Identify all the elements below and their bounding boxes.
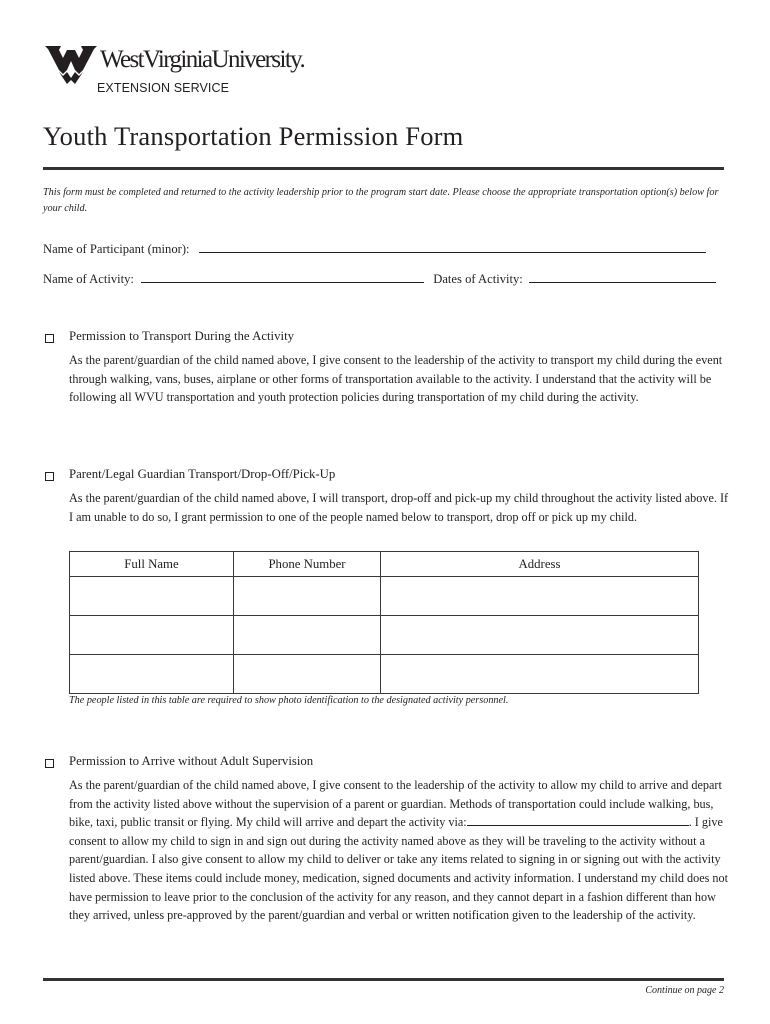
authorized-people-table: [69, 551, 699, 694]
table-row: [70, 577, 699, 616]
arrive-unsupervised-text-after: . I give consent to allow my child to sign in and sign out during the activity named above as they will be traveling to the activity without a parent/guardian. I also give consent to allow my child to deliver or take any items related to signing in or signing out with the activity listed above. These items could include money, medication, signed documents and activity information. I understand my child does not have permission to leave prior to the conclusion of the activity for any reason, and they cannot depart in a fashion different than how they arrived, unless pre-approved by the parent/guardian and verbal or written notification given to the leadership of the activity.: [69, 815, 728, 923]
header-divider: [43, 167, 724, 170]
table-footnote: The people listed in this table are required to show photo identification to the designated activity personnel.: [69, 695, 509, 706]
column-address: Address: [381, 552, 699, 577]
footer-divider: [43, 978, 724, 981]
intro-instructions: This form must be completed and returned to the activity leadership prior to the program start date. Please choose the appropriate transportation option(s) below for your child.: [43, 187, 719, 214]
phone-number-cell[interactable]: [234, 616, 381, 655]
phone-number-cell[interactable]: [234, 655, 381, 694]
phone-number-cell[interactable]: [234, 577, 381, 616]
activity-name-input[interactable]: [141, 270, 424, 283]
full-name-cell[interactable]: [70, 577, 234, 616]
activity-dates-input[interactable]: [529, 270, 716, 283]
section-body-guardian-transport: As the parent/guardian of the child named above, I will transport, drop-off and pick-up my child throughout the activity listed above. If I am unable to do so, I grant permission to one of the people named below to transport, drop off or pick up my child.: [69, 491, 729, 524]
continue-on-page-2-note: Continue on page 2: [645, 985, 724, 996]
table-header-row: [70, 552, 699, 577]
arrive-unsupervised-text-before: As the parent/guardian of the child named above, I give consent to the leadership of the activity to allow my child to arrive and depart from the activity listed above without the supervision of a parent or guardian. Methods of transportation could include walking, bus, bike, taxi, public transit or flying. My child will arrive and depart the activity via:: [69, 778, 722, 830]
flying-wv-icon: [45, 44, 97, 84]
dates-label: Dates of Activity:: [433, 272, 523, 286]
full-name-cell[interactable]: [70, 655, 234, 694]
participant-label: Name of Participant (minor):: [43, 242, 190, 256]
page-title: Youth Transportation Permission Form: [43, 121, 464, 151]
section-title-guardian-transport: Parent/Legal Guardian Transport/Drop-Off/Pick-Up: [69, 467, 336, 481]
transportation-method-input[interactable]: [467, 813, 689, 826]
guardian-transport-checkbox[interactable]: [45, 472, 54, 481]
column-full-name: Full Name: [70, 552, 234, 577]
participant-field-row: [43, 240, 706, 257]
section-title-arrive-unsupervised: Permission to Arrive without Adult Supervision: [69, 754, 314, 768]
wvu-extension-logo: [45, 42, 315, 98]
full-name-cell[interactable]: [70, 616, 234, 655]
arrive-unsupervised-checkbox[interactable]: [45, 759, 54, 768]
section-body-transport-during-activity: As the parent/guardian of the child named above, I give consent to the leadership of the activity to transport my child during the event through walking, vans, buses, airplane or other forms of transportation available to the activity. I understand that the activity will be following all WVU transportation and youth protection policies during transportation of my child during the activity.: [69, 353, 723, 405]
transport-during-activity-checkbox[interactable]: [45, 334, 54, 343]
university-name: WestVirginiaUniversity.: [100, 46, 305, 73]
table-row: [70, 616, 699, 655]
address-cell[interactable]: [381, 655, 699, 694]
section-title-transport-during-activity: Permission to Transport During the Activity: [69, 329, 295, 343]
activity-field-row: [43, 270, 716, 287]
extension-service-label: EXTENSION SERVICE: [97, 81, 230, 95]
activity-label: Name of Activity:: [43, 272, 134, 286]
address-cell[interactable]: [381, 616, 699, 655]
address-cell[interactable]: [381, 577, 699, 616]
table-row: [70, 655, 699, 694]
participant-name-input[interactable]: [199, 240, 706, 253]
column-phone-number: Phone Number: [234, 552, 381, 577]
section-body-arrive-unsupervised: [69, 776, 729, 925]
